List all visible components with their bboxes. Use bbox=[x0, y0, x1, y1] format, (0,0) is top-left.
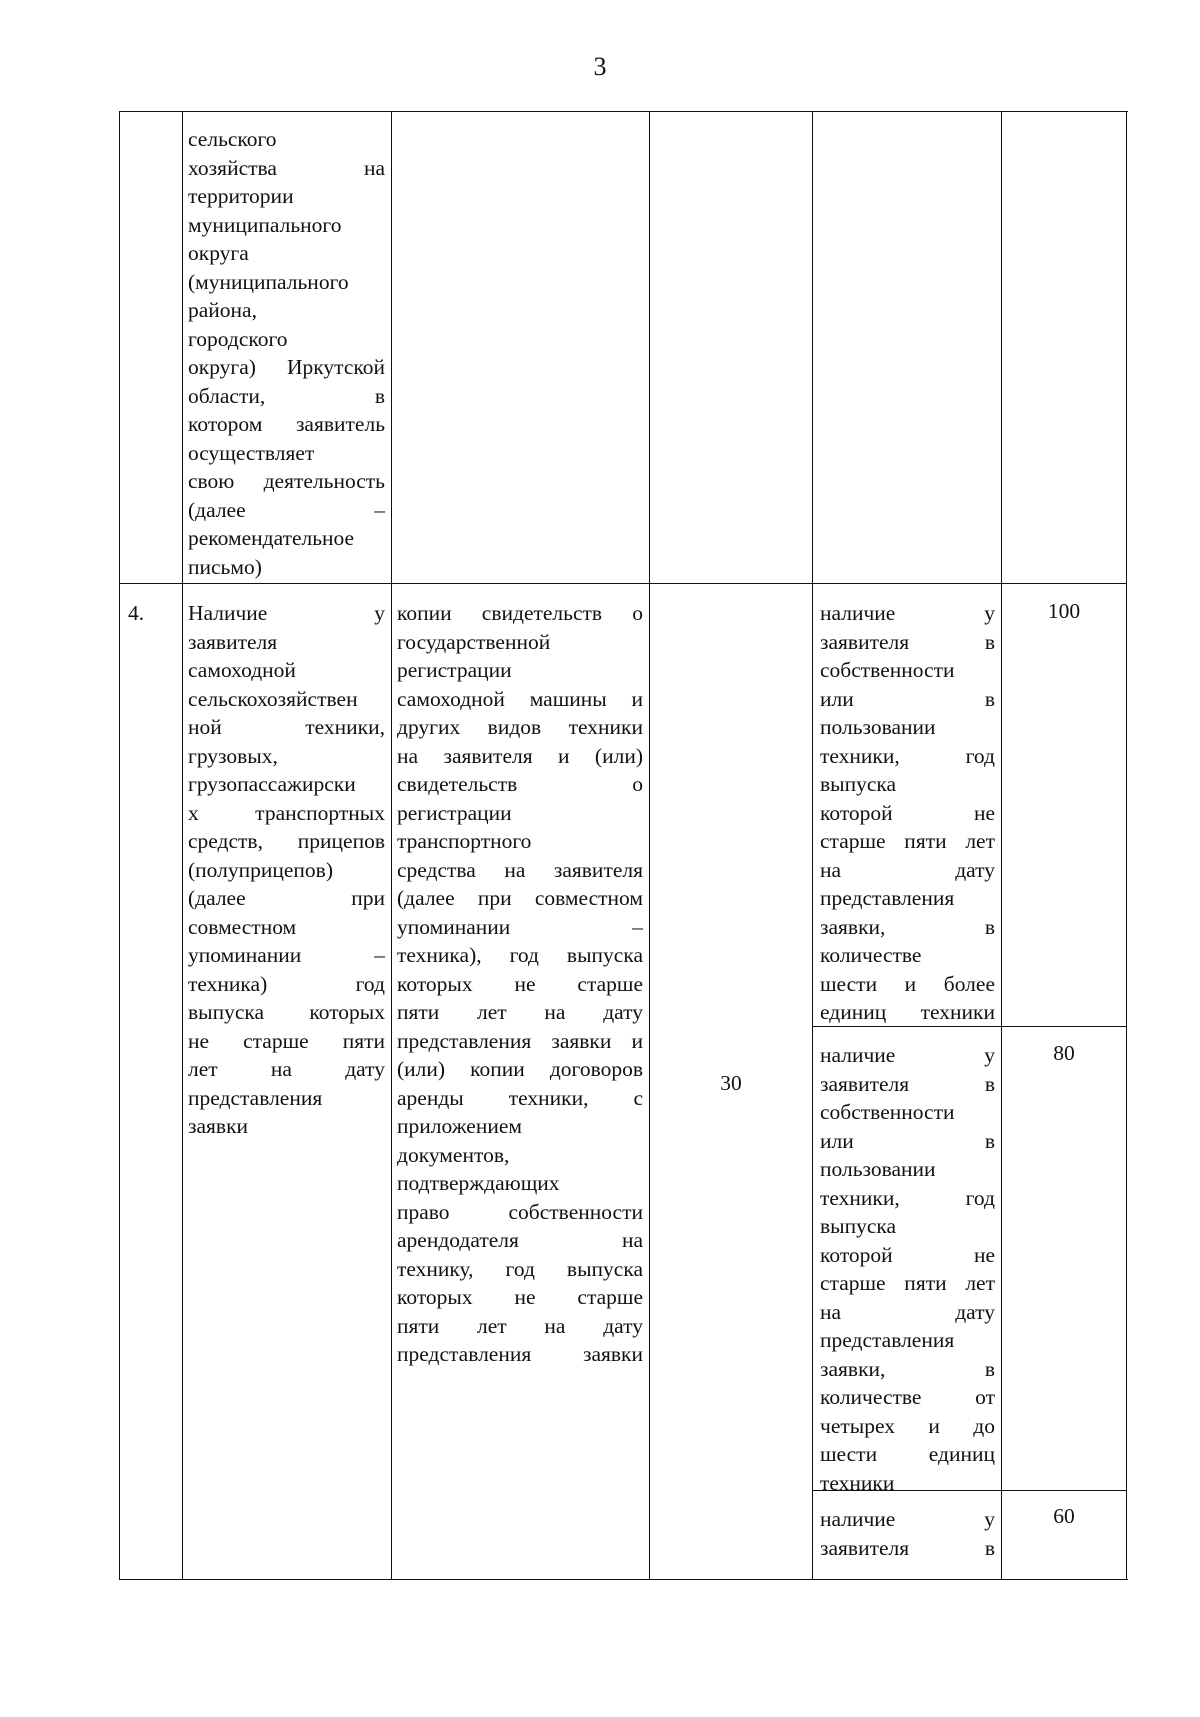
text-line: заявителя bbox=[188, 629, 278, 654]
text-line: выпуска bbox=[820, 772, 897, 796]
text-line: на дату bbox=[820, 1299, 995, 1324]
text-line: пользовании bbox=[820, 1157, 936, 1181]
text-line: пяти лет на дату bbox=[397, 1000, 643, 1024]
text-line: письмо) bbox=[188, 554, 262, 579]
text-line: копии свидетельств о bbox=[397, 601, 643, 625]
text-line: городского bbox=[188, 326, 288, 351]
text-line: (далее при совместном bbox=[397, 886, 643, 910]
column-divider bbox=[812, 112, 813, 1579]
column-divider bbox=[649, 112, 650, 1579]
text-line: грузовых, bbox=[188, 743, 278, 768]
grade-score: 80 bbox=[1053, 1041, 1075, 1065]
text-line: (или) копии договоров bbox=[397, 1057, 643, 1081]
text-line: самоходной bbox=[188, 658, 296, 682]
text-line: которых не старше bbox=[397, 1285, 643, 1309]
text-line: старше пяти лет bbox=[820, 1271, 995, 1295]
text-line: старше пяти лет bbox=[820, 829, 995, 853]
text-line: других видов техники bbox=[397, 715, 643, 739]
text-line: округа) Иркутской bbox=[188, 355, 385, 379]
text-line: четырех и до bbox=[820, 1413, 995, 1438]
text-line: заявки bbox=[188, 1114, 249, 1138]
text-line: упоминании – bbox=[397, 914, 643, 939]
row-divider bbox=[119, 583, 1127, 584]
text-line: техника), год выпуска bbox=[397, 943, 643, 967]
criterion-text bbox=[188, 599, 385, 1141]
text-line: техника) год bbox=[188, 971, 385, 996]
text-line: документов, bbox=[397, 1142, 510, 1167]
text-line: осуществляет bbox=[188, 440, 315, 465]
text-line: (далее при bbox=[188, 886, 385, 910]
text-line: территории bbox=[188, 184, 294, 208]
text-line: количестве bbox=[820, 943, 922, 967]
text-line: шести и более bbox=[820, 971, 995, 996]
text-line: хозяйства на bbox=[188, 155, 385, 180]
text-line: лет на дату bbox=[188, 1057, 385, 1081]
text-line: представления bbox=[820, 886, 955, 910]
text-line: выпуска bbox=[820, 1214, 897, 1238]
text-line: аренды техники, с bbox=[397, 1085, 643, 1110]
text-line: на дату bbox=[820, 857, 995, 882]
text-line: средства на заявителя bbox=[397, 857, 643, 882]
row-number: 4. bbox=[128, 601, 145, 625]
text-line: свидетельств о bbox=[397, 772, 643, 796]
weight-value: 30 bbox=[720, 1071, 742, 1095]
text-line: представления заявки и bbox=[397, 1028, 643, 1053]
text-line: Наличие у bbox=[188, 601, 385, 625]
text-line: заявителя в bbox=[820, 1535, 995, 1560]
text-line: которой не bbox=[820, 800, 995, 825]
grade-condition-text bbox=[820, 599, 995, 1027]
text-line: упоминании – bbox=[188, 943, 385, 967]
text-line: средств, прицепов bbox=[188, 829, 385, 853]
grade-condition-text bbox=[820, 1041, 995, 1497]
text-line: сельскохозяйствен bbox=[188, 686, 358, 711]
text-line: или в bbox=[820, 686, 995, 711]
text-line: х транспортных bbox=[188, 800, 385, 825]
table-border-right bbox=[1126, 112, 1127, 1579]
text-line: техники, год bbox=[820, 743, 995, 768]
text-line: собственности bbox=[820, 1100, 955, 1124]
text-line: наличие у bbox=[820, 1043, 995, 1067]
text-line: округа bbox=[188, 241, 249, 265]
text-line: арендодателя на bbox=[397, 1228, 643, 1252]
text-line: района, bbox=[188, 298, 257, 322]
text-line: заявителя в bbox=[820, 1071, 995, 1096]
text-line: не старше пяти bbox=[188, 1028, 385, 1053]
text-line: грузопассажирски bbox=[188, 772, 356, 796]
text-line: (полуприцепов) bbox=[188, 857, 333, 882]
text-line: представления bbox=[820, 1328, 955, 1352]
text-line: ной техники, bbox=[188, 715, 385, 739]
text-line: выпуска которых bbox=[188, 1000, 385, 1024]
text-line: приложением bbox=[397, 1114, 522, 1138]
criteria-table bbox=[119, 111, 1128, 1580]
text-line: представления заявки bbox=[397, 1342, 643, 1366]
text-line: техники bbox=[820, 1470, 895, 1495]
text-line: котором заявитель bbox=[188, 412, 385, 436]
text-line: техники, год bbox=[820, 1185, 995, 1210]
text-line: (далее – bbox=[188, 497, 385, 522]
text-line: муниципального bbox=[188, 212, 342, 237]
grade-score: 60 bbox=[1053, 1504, 1075, 1528]
text-line: свою деятельность bbox=[188, 469, 385, 493]
text-line: или в bbox=[820, 1128, 995, 1153]
text-line: количестве от bbox=[820, 1385, 995, 1409]
text-line: право собственности bbox=[397, 1199, 643, 1224]
text-line: транспортного bbox=[397, 829, 532, 853]
column-divider bbox=[391, 112, 392, 1579]
text-line: технику, год выпуска bbox=[397, 1256, 643, 1281]
table-border-left bbox=[119, 112, 120, 1579]
text-line: сельского bbox=[188, 127, 277, 151]
text-line: единиц техники bbox=[820, 1000, 995, 1024]
column-divider bbox=[1001, 112, 1002, 1579]
text-line: которых не старше bbox=[397, 971, 643, 996]
text-line: самоходной машины и bbox=[397, 686, 643, 711]
text-line: заявителя в bbox=[820, 629, 995, 654]
grade-score: 100 bbox=[1047, 599, 1081, 623]
text-line: совместном bbox=[188, 914, 297, 939]
page-number: 3 bbox=[593, 52, 607, 81]
text-line: наличие у bbox=[820, 1507, 995, 1531]
text-line: на заявителя и (или) bbox=[397, 743, 643, 768]
text-line: собственности bbox=[820, 658, 955, 682]
column-divider bbox=[182, 112, 183, 1579]
text-line: заявки, в bbox=[820, 914, 995, 939]
text-line: регистрации bbox=[397, 800, 512, 825]
text-line: заявки, в bbox=[820, 1356, 995, 1381]
grade-condition-text bbox=[820, 1505, 995, 1562]
text-line: подтверждающих bbox=[397, 1171, 560, 1195]
text-line: области, в bbox=[188, 383, 385, 408]
text-line: которой не bbox=[820, 1242, 995, 1267]
text-line: шести единиц bbox=[820, 1442, 995, 1466]
text-line: рекомендательное bbox=[188, 526, 355, 550]
text-line: наличие у bbox=[820, 601, 995, 625]
documents-text bbox=[397, 599, 643, 1369]
text-line: государственной bbox=[397, 629, 551, 654]
criterion-continuation-text bbox=[188, 125, 385, 581]
text-line: пользовании bbox=[820, 715, 936, 739]
text-line: пяти лет на дату bbox=[397, 1313, 643, 1338]
text-line: представления bbox=[188, 1085, 323, 1110]
text-line: регистрации bbox=[397, 658, 512, 682]
text-line: (муниципального bbox=[188, 269, 349, 294]
